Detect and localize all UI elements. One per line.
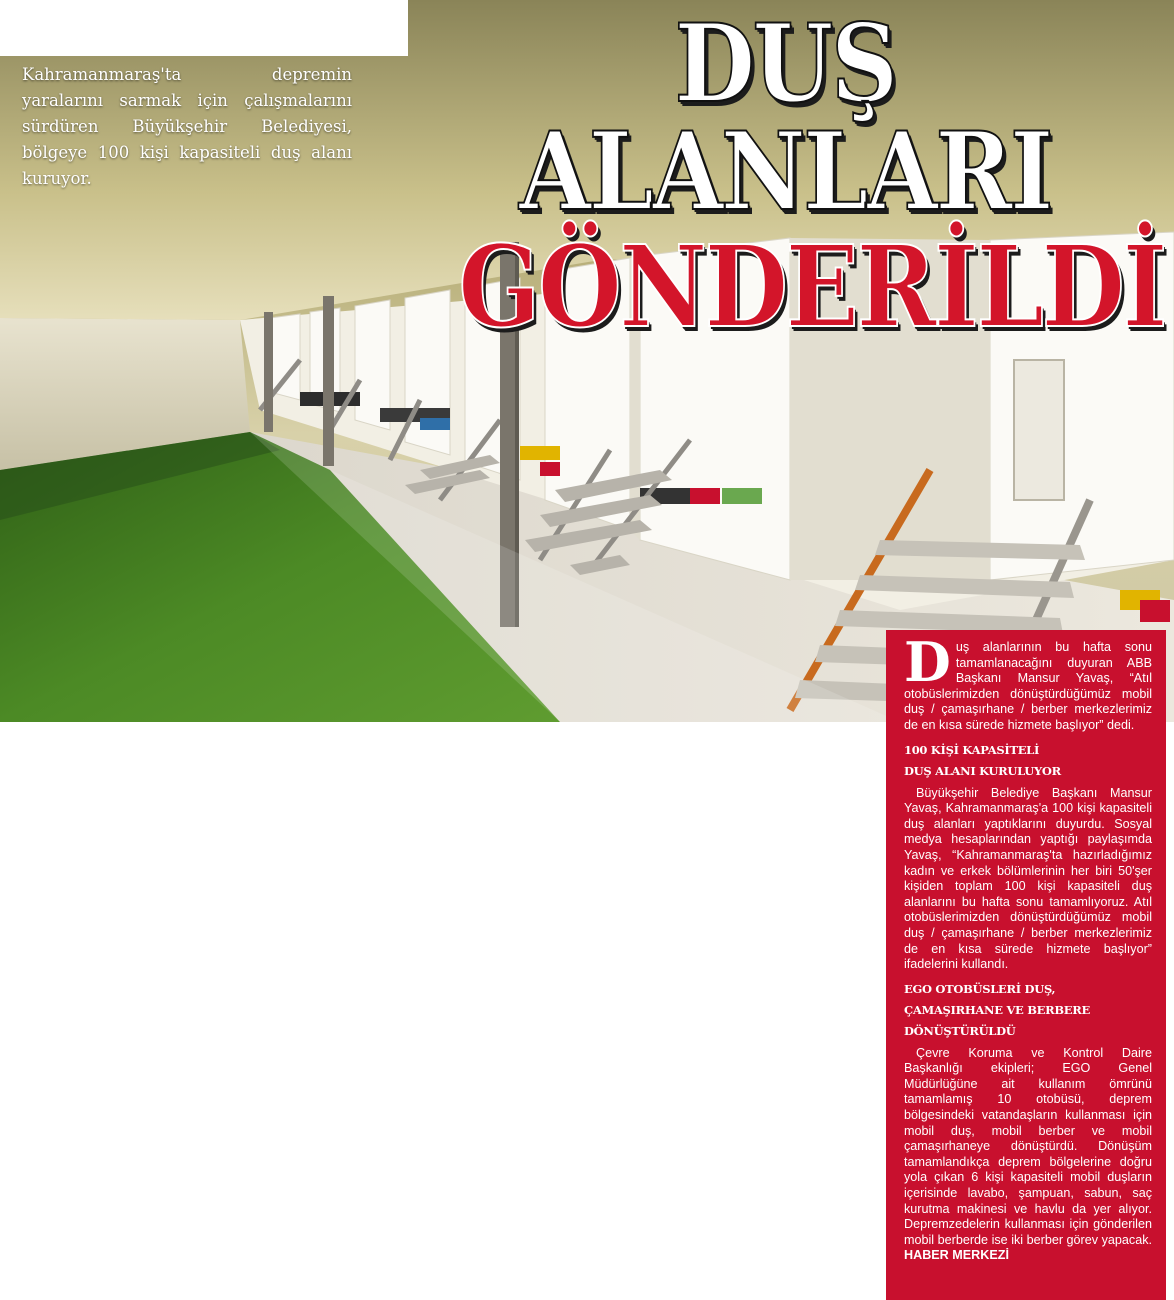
ego-text: Çevre Koruma ve Kontrol Daire Başkanlığı ekipleri; EGO Genel Müdürlüğüne ait kullanım ömrünü tamamlamış 10 otobüsü, deprem bölgesindeki vatandaşların kullanması için mobil duş, mobil berber ve mobil çamaşırhaneye dönüştürdü. Dönüşüm tamamlandıkça deprem bölgelerine doğru yola çıkan 6 kişi kapasiteli mobil duşların içerisinde lavabo, şampuan, sabun, saç kurutma makinesi ve havlu da yer alıyor. Depremzedelerin kullanması için gönderilen mobil berberde ise iki berber görev yapacak. — [904, 1045, 1152, 1247]
subhead-ego-line-3: DÖNÜŞTÜRÜLDÜ — [904, 1023, 1016, 1038]
lead-text: uş alanlarının bu hafta sonu tamamlanacağını duyuran ABB Başkanı Mansur Yavaş, “Atıl otobüslerimizden dönüştürdüğümüz mobil duş / çamaşırhane / berber merkezlerimiz de en kısa sürede hizmete başlıyor” dedi. — [904, 640, 1152, 732]
subhead-capacity — [904, 740, 1152, 782]
intro-text: Kahramanmaraş'ta depremin yaralarını sarmak için çalışmalarını sürdüren Büyükşehir Belediyesi, bölgeye 100 kişi kapasiteli duş alanı kuruyor. — [22, 65, 352, 188]
byline: HABER MERKEZİ — [904, 1248, 1009, 1263]
paragraph-ego-buses — [904, 1046, 1152, 1264]
subhead-capacity-line-1: 100 KİŞİ KAPASİTELİ — [904, 742, 1040, 757]
blank-corner — [0, 0, 408, 56]
article-lead — [904, 630, 1152, 734]
subhead-ego-line-1: EGO OTOBÜSLERİ DUŞ, — [904, 981, 1056, 996]
subhead-ego-buses — [904, 979, 1152, 1042]
subhead-ego-line-2: ÇAMAŞIRHANE VE BERBERE — [904, 1002, 1090, 1017]
article-box — [886, 630, 1166, 1300]
subhead-capacity-line-2: DUŞ ALANI KURULUYOR — [904, 763, 1061, 778]
headline — [405, 1, 1165, 353]
headline-line-1: DUŞ ALANLARI — [519, 1, 1051, 235]
headline-line-2: GÖNDERİLDİ — [458, 222, 1165, 353]
paragraph-capacity: Büyükşehir Belediye Başkanı Mansur Yavaş, Kahramanmaraş'a 100 kişi kapasiteli duş alanları yaptıklarını duyurdu. Sosyal medya hesaplarından yaptığı paylaşımda Yavaş, “Kahramanmaraş'ta hazırladığımız kadın ve erkek bölümlerinin her biri 50'şer kişiden toplam 100 kişi kapasiteli duş alanlarını bu hafta sonu tamamlıyoruz. Atıl otobüslerimizden dönüştürdüğümüz mobil duş / çamaşırhane / berber merkezlerimiz de en kısa sürede hizmete başlıyor” ifadelerini kullandı. — [904, 785, 1152, 972]
drop-cap: D — [904, 630, 951, 694]
